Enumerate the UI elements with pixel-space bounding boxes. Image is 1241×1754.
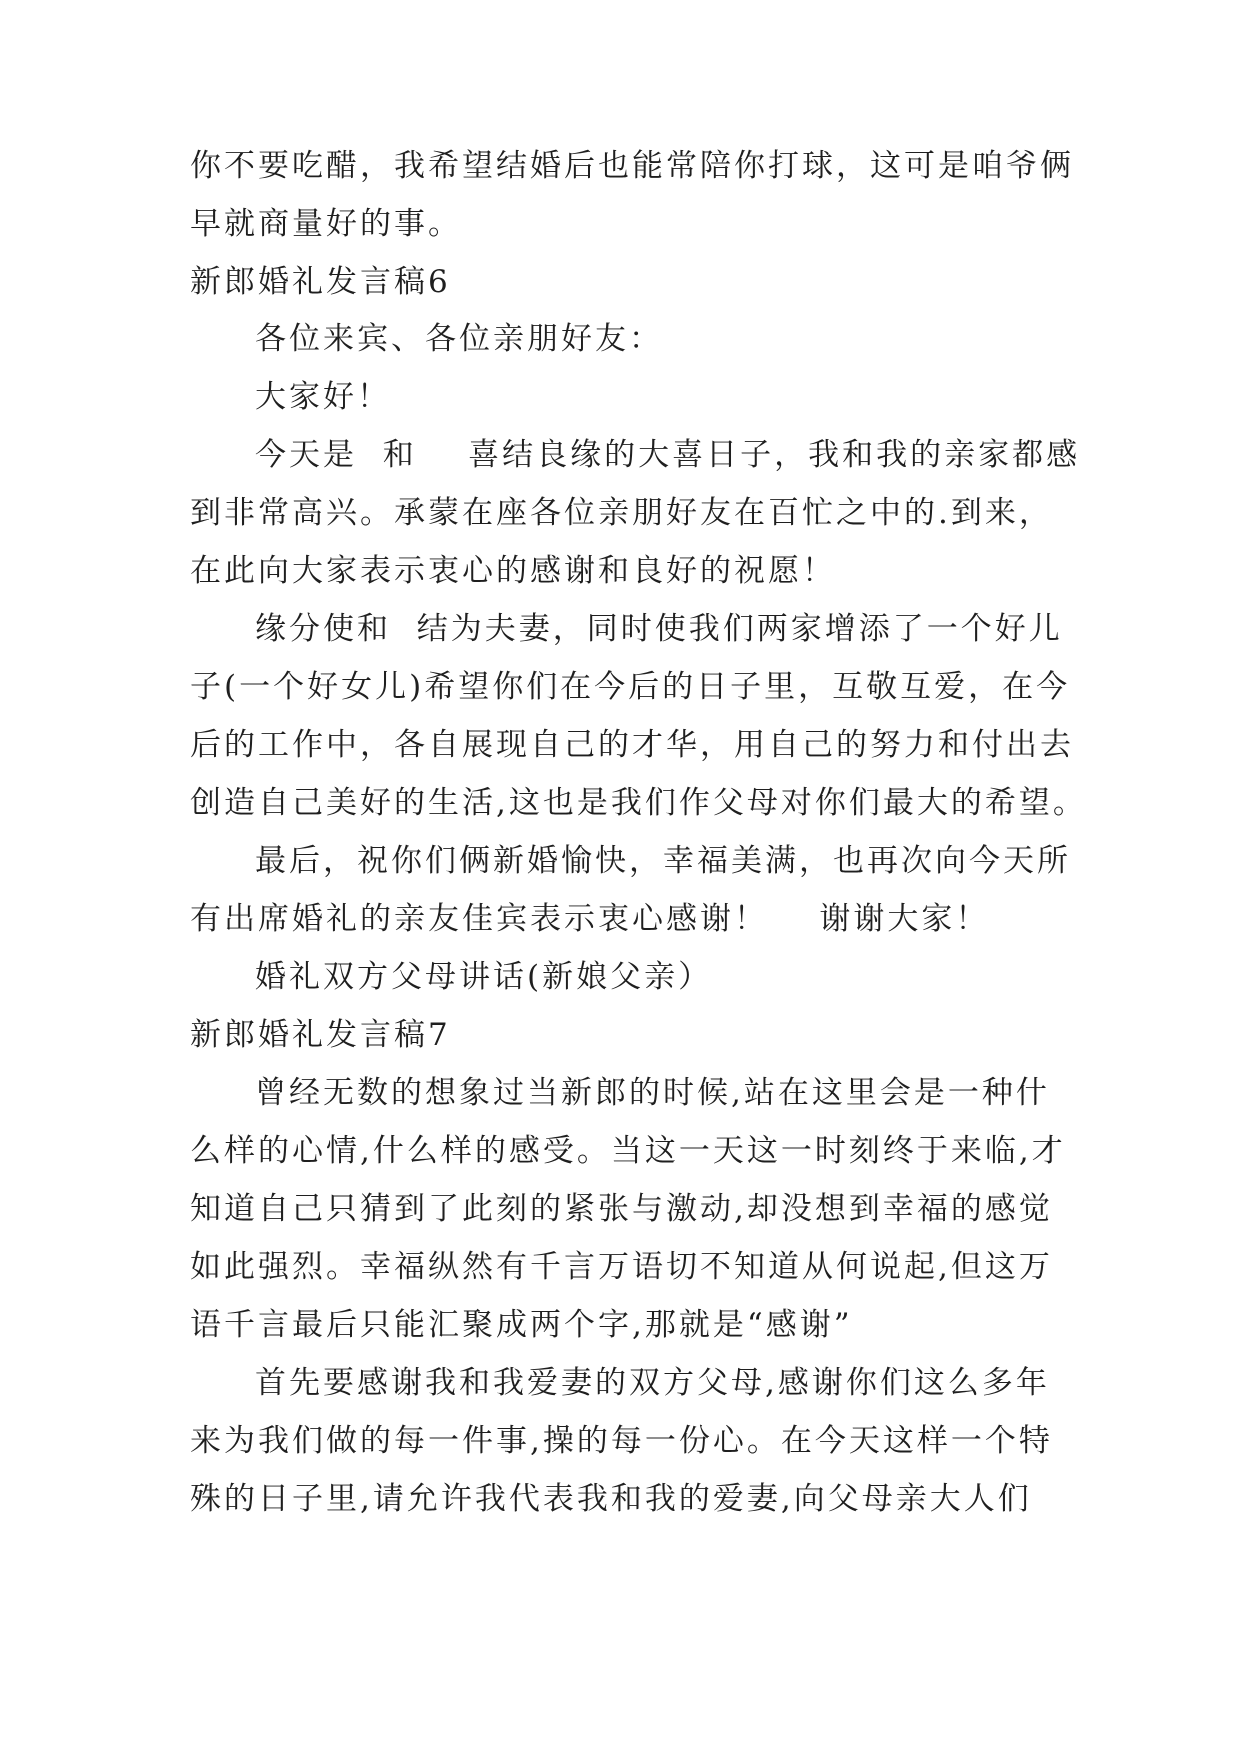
text-line: 首先要感谢我和我爱妻的双方父母,感谢你们这么多年	[255, 1365, 1050, 1401]
text-line: 在此向大家表示衷心的感谢和良好的祝愿！	[190, 553, 836, 589]
text-line: 殊的日子里,请允许我代表我和我的爱妻,向父母亲大人们	[190, 1481, 1032, 1517]
text-line: 子(一个好女儿)希望你们在今后的日子里，互敬互爱，在今	[190, 669, 1071, 705]
text-line: 如此强烈。幸福纵然有千言万语切不知道从何说起,但这万	[190, 1249, 1053, 1285]
text-line: 知道自己只猜到了此刻的紧张与激动,却没想到幸福的感觉	[190, 1191, 1053, 1227]
text-line: 么样的心情,什么样的感受。当这一天这一时刻终于来临,才	[190, 1133, 1066, 1169]
text-line: 语千言最后只能汇聚成两个字,那就是“感谢”	[190, 1307, 853, 1343]
text-line: 缘分使和 结为夫妻，同时使我们两家增添了一个好儿	[255, 611, 1063, 647]
text-line: 曾经无数的想象过当新郎的时候,站在这里会是一种什	[255, 1075, 1050, 1111]
text-line: 来为我们做的每一件事,操的每一份心。在今天这样一个特	[190, 1423, 1053, 1459]
text-line: 你不要吃醋，我希望结婚后也能常陪你打球，这可是咱爷俩	[190, 148, 1074, 184]
text-line: 早就商量好的事。	[190, 206, 462, 242]
section-heading: 新郎婚礼发言稿6	[190, 264, 451, 300]
text-line: 创造自己美好的生活,这也是我们作父母对你们最大的希望。	[190, 785, 1087, 821]
text-line: 婚礼双方父母讲话(新娘父亲）	[255, 959, 713, 995]
section-heading: 新郎婚礼发言稿7	[190, 1017, 451, 1053]
text-line: 有出席婚礼的亲友佳宾表示衷心感谢！ 谢谢大家！	[190, 901, 990, 937]
salutation: 各位来宾、各位亲朋好友：	[255, 321, 663, 357]
greeting: 大家好！	[255, 379, 391, 415]
text-line: 后的工作中，各自展现自己的才华，用自己的努力和付出去	[190, 727, 1074, 763]
text-line: 最后，祝你们俩新婚愉快，幸福美满，也再次向今天所	[255, 843, 1071, 879]
text-line: 今天是 和 喜结良缘的大喜日子，我和我的亲家都感	[255, 437, 1081, 473]
text-line: 到非常高兴。承蒙在座各位亲朋好友在百忙之中的.到来，	[190, 495, 1053, 531]
